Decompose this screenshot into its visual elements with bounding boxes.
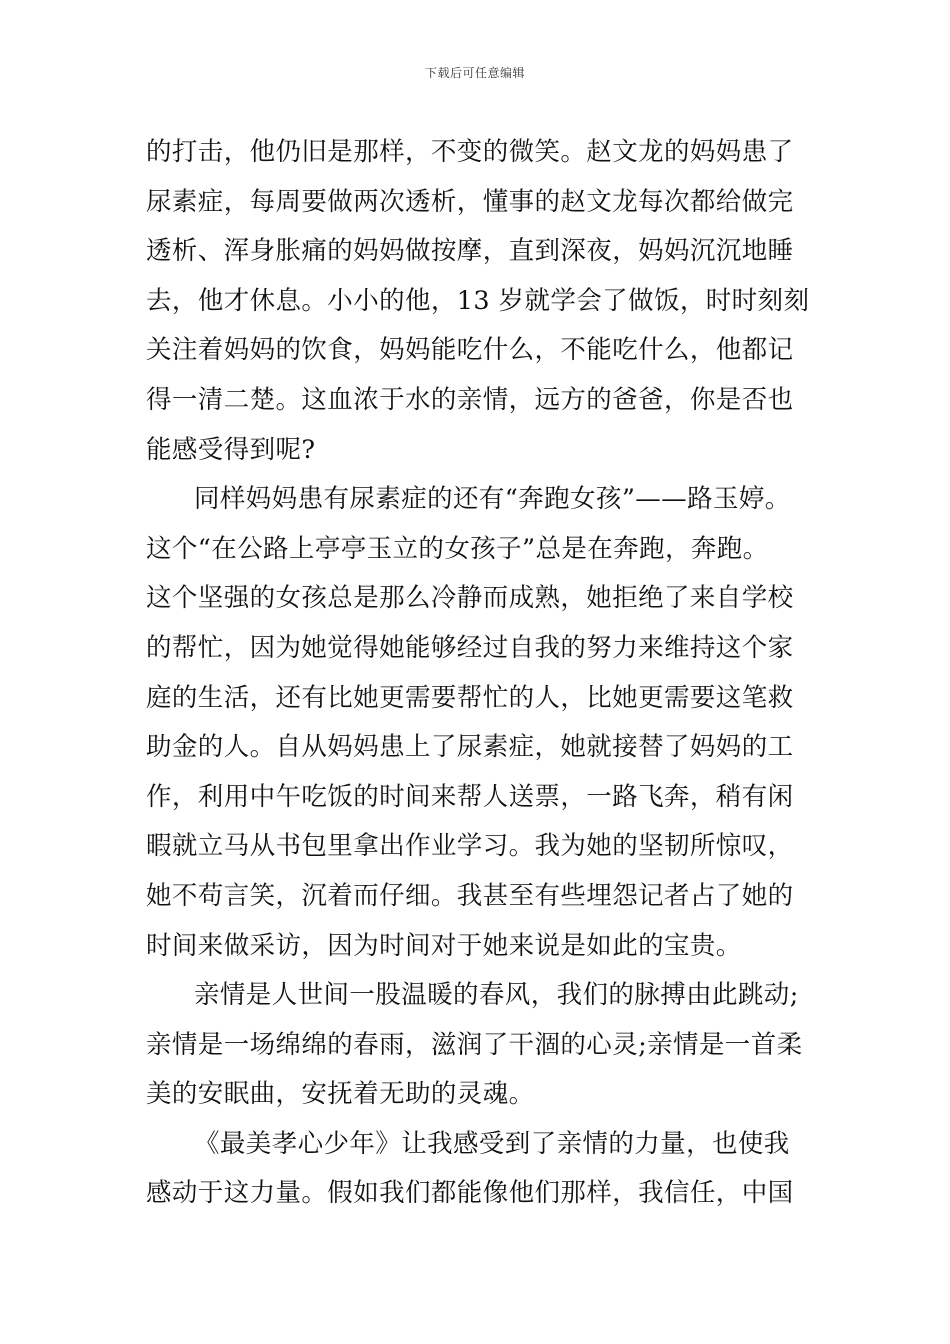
text-line: 作，利用中午吃饭的时间来帮人送票，一路飞奔，稍有闲	[146, 781, 794, 812]
text-line: 的帮忙，因为她觉得她能够经过自我的努力来维持这个家	[146, 632, 794, 663]
text-line: 时间来做采访，因为时间对于她来说是如此的宝贵。	[146, 930, 742, 961]
text-line: 美的安眠曲，安抚着无助的灵魂。	[146, 1079, 535, 1110]
text-line: 得一清二楚。这血浓于水的亲情，远方的爸爸，你是否也	[146, 384, 794, 415]
article-body	[146, 128, 826, 1219]
text-line: 能感受得到呢?	[146, 434, 316, 465]
text-line: 去，他才休息。小小的他，13 岁就学会了做饭，时时刻刻	[146, 285, 810, 316]
text-line: 关注着妈妈的饮食，妈妈能吃什么，不能吃什么，他都记	[146, 335, 794, 366]
paragraph-first-line: 亲情是人世间一股温暖的春风，我们的脉搏由此跳动;	[194, 980, 799, 1011]
text-line: 庭的生活，还有比她更需要帮忙的人，比她更需要这笔救	[146, 682, 794, 713]
page-header: 下载后可任意编辑	[424, 66, 525, 80]
text-line: 感动于这力量。假如我们都能像他们那样，我信任，中国	[146, 1178, 794, 1209]
text-line: 的打击，他仍旧是那样，不变的微笑。赵文龙的妈妈患了	[146, 137, 794, 167]
paragraph-first-line: 同样妈妈患有尿素症的还有“奔跑女孩”——路玉婷。	[194, 484, 791, 515]
text-line: 暇就立马从书包里拿出作业学习。我为她的坚韧所惊叹，	[146, 831, 794, 862]
text-line: 亲情是一场绵绵的春雨，滋润了干涸的心灵;亲情是一首柔	[146, 1029, 803, 1060]
text-line: 尿素症，每周要做两次透析，懂事的赵文龙每次都给做完	[146, 186, 794, 217]
paragraph-first-line: 《最美孝心少年》让我感受到了亲情的力量，也使我	[194, 1128, 790, 1159]
text-line: 这个“在公路上亭亭玉立的女孩子”总是在奔跑，奔跑。	[146, 533, 769, 564]
text-line: 这个坚强的女孩总是那么冷静而成熟，她拒绝了来自学校	[146, 583, 794, 614]
text-line: 助金的人。自从妈妈患上了尿素症，她就接替了妈妈的工	[146, 732, 794, 763]
text-line: 透析、浑身胀痛的妈妈做按摩，直到深夜，妈妈沉沉地睡	[146, 236, 794, 267]
text-line: 她不苟言笑，沉着而仔细。我甚至有些埋怨记者占了她的	[146, 880, 794, 911]
